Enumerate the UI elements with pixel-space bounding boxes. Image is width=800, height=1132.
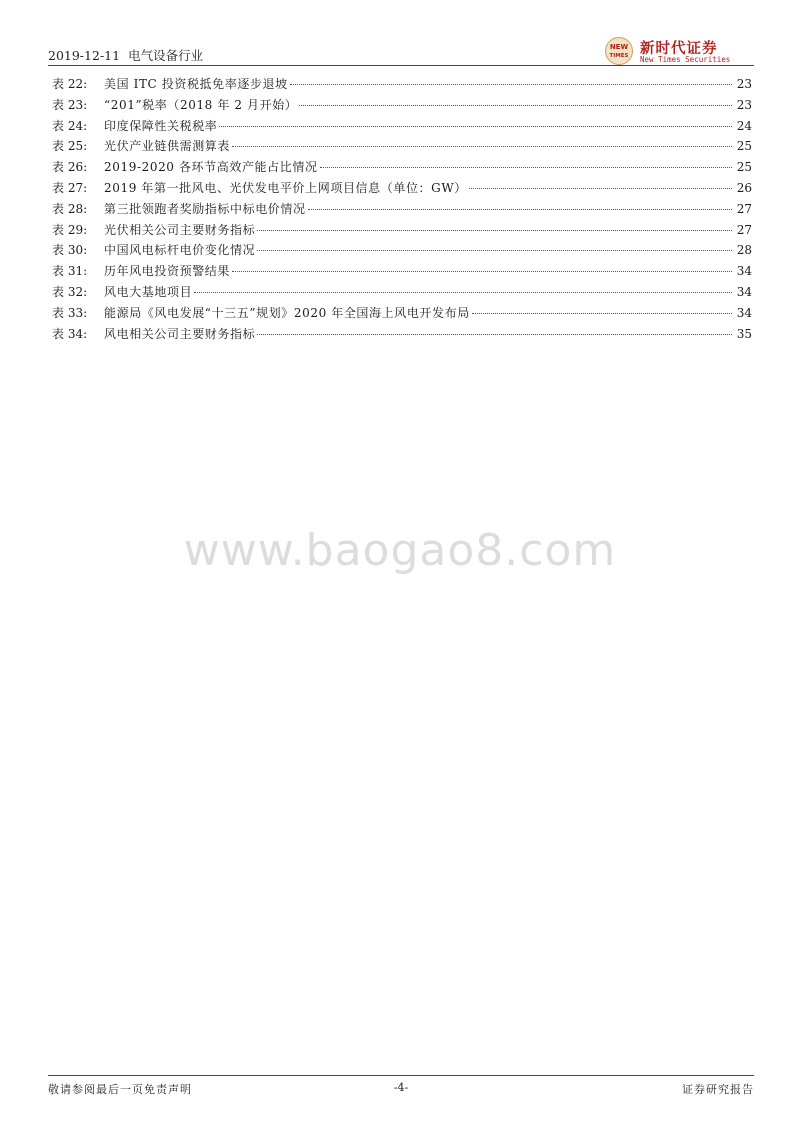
toc-dot-leader <box>290 84 732 85</box>
toc-entry-title[interactable]: 风电大基地项目 <box>104 284 193 299</box>
toc-entry-label: 表 22: <box>52 77 88 91</box>
toc-entry[interactable] <box>52 221 752 242</box>
toc-entry-page: 25 <box>736 139 752 154</box>
toc-entry[interactable] <box>52 158 752 179</box>
toc-dot-leader <box>232 146 732 147</box>
toc-entry-title[interactable]: 2019 年第一批风电、光伏发电平价上网项目信息（单位：GW） <box>104 180 467 195</box>
toc-dot-leader <box>308 209 732 210</box>
toc-entry-label: 表 32: <box>52 284 88 299</box>
toc-entry-label: 表 27: <box>52 180 88 195</box>
toc-dot-leader <box>320 167 732 168</box>
toc-entry-page: 34 <box>736 305 752 320</box>
toc-entry-page: 25 <box>736 160 752 175</box>
toc-dot-leader <box>257 250 732 251</box>
toc-entry-page: 34 <box>736 264 752 279</box>
toc-entry[interactable] <box>52 241 752 262</box>
toc-entry[interactable] <box>52 325 752 346</box>
header-divider <box>48 65 754 66</box>
page-number: -4- <box>393 1081 409 1094</box>
toc-entry-title[interactable]: 能源局《风电发展“十三五”规划》2020 年全国海上风电开发布局 <box>104 305 470 320</box>
toc-entry-title[interactable]: 2019-2020 各环节高效产能占比情况 <box>104 160 318 175</box>
toc-entry-page: 27 <box>736 201 752 216</box>
logo-badge-bottom: TIMES <box>609 53 629 59</box>
toc-entry-label: 表 34: <box>52 326 88 341</box>
toc-entry[interactable] <box>52 75 752 96</box>
toc-entry[interactable] <box>52 262 752 283</box>
toc-entry-page: 35 <box>736 326 752 341</box>
report-type: 证券研究报告 <box>682 1083 754 1096</box>
toc-entry-label: 表 28: <box>52 201 88 216</box>
toc-entry-page: 24 <box>736 118 752 133</box>
toc-entry[interactable] <box>52 117 752 138</box>
toc-entry[interactable] <box>52 304 752 325</box>
industry-name: 电气设备行业 <box>128 48 204 63</box>
toc-dot-leader <box>232 271 732 272</box>
toc-entry-label: 表 23: <box>52 97 88 112</box>
toc-entry-title[interactable]: 美国 ITC 投资税抵免率逐步退坡 <box>104 77 288 91</box>
toc-dot-leader <box>469 188 732 189</box>
toc-dot-leader <box>299 105 732 106</box>
watermark: www.baogao8.com <box>183 525 617 576</box>
toc-entry-title[interactable]: 光伏相关公司主要财务指标 <box>104 222 256 237</box>
toc-entry-label: 表 30: <box>52 243 88 258</box>
toc-entry[interactable] <box>52 96 752 117</box>
toc-entry-label: 表 31: <box>52 264 88 279</box>
toc-entry-label: 表 33: <box>52 305 88 320</box>
toc-dot-leader <box>194 292 732 293</box>
toc-entry-title[interactable]: 历年风电投资预警结果 <box>104 264 231 279</box>
logo-name-cn: 新时代证券 <box>640 41 718 57</box>
logo-badge-icon <box>604 36 634 66</box>
toc-entry-title[interactable]: 风电相关公司主要财务指标 <box>104 326 256 341</box>
toc-entry-page: 34 <box>736 284 752 299</box>
toc-entry[interactable] <box>52 283 752 304</box>
toc-dot-leader <box>219 126 732 127</box>
toc-entry[interactable] <box>52 179 752 200</box>
toc-entry-page: 23 <box>736 97 752 112</box>
toc-entry-page: 27 <box>736 222 752 237</box>
table-of-contents <box>52 75 752 345</box>
toc-entry-title[interactable]: 中国风电标杆电价变化情况 <box>104 243 256 258</box>
toc-entry-title[interactable]: 光伏产业链供需测算表 <box>104 139 231 154</box>
toc-entry-title[interactable]: 第三批领跑者奖励指标中标电价情况 <box>104 201 306 216</box>
toc-entry-label: 表 25: <box>52 139 88 154</box>
toc-dot-leader <box>472 313 732 314</box>
toc-entry-label: 表 26: <box>52 160 88 175</box>
toc-entry-title[interactable]: “201”税率（2018 年 2 月开始） <box>104 97 298 112</box>
toc-entry-page: 23 <box>736 77 752 91</box>
company-logo <box>604 36 754 66</box>
header-info <box>48 46 203 64</box>
logo-name-en: New Times Securities <box>640 55 731 64</box>
toc-entry[interactable] <box>52 200 752 221</box>
report-date: 2019-12-11 <box>48 48 121 63</box>
toc-entry[interactable] <box>52 137 752 158</box>
logo-badge-top: NEW <box>609 43 629 51</box>
disclaimer-note: 敬请参阅最后一页免责声明 <box>48 1083 192 1096</box>
toc-entry-label: 表 29: <box>52 222 88 237</box>
toc-dot-leader <box>257 334 732 335</box>
toc-entry-page: 28 <box>736 243 752 258</box>
toc-dot-leader <box>257 230 732 231</box>
footer-divider <box>48 1075 754 1076</box>
toc-entry-title[interactable]: 印度保障性关税税率 <box>104 118 218 133</box>
toc-entry-label: 表 24: <box>52 118 88 133</box>
page-header <box>48 36 754 66</box>
toc-entry-page: 26 <box>736 180 752 195</box>
